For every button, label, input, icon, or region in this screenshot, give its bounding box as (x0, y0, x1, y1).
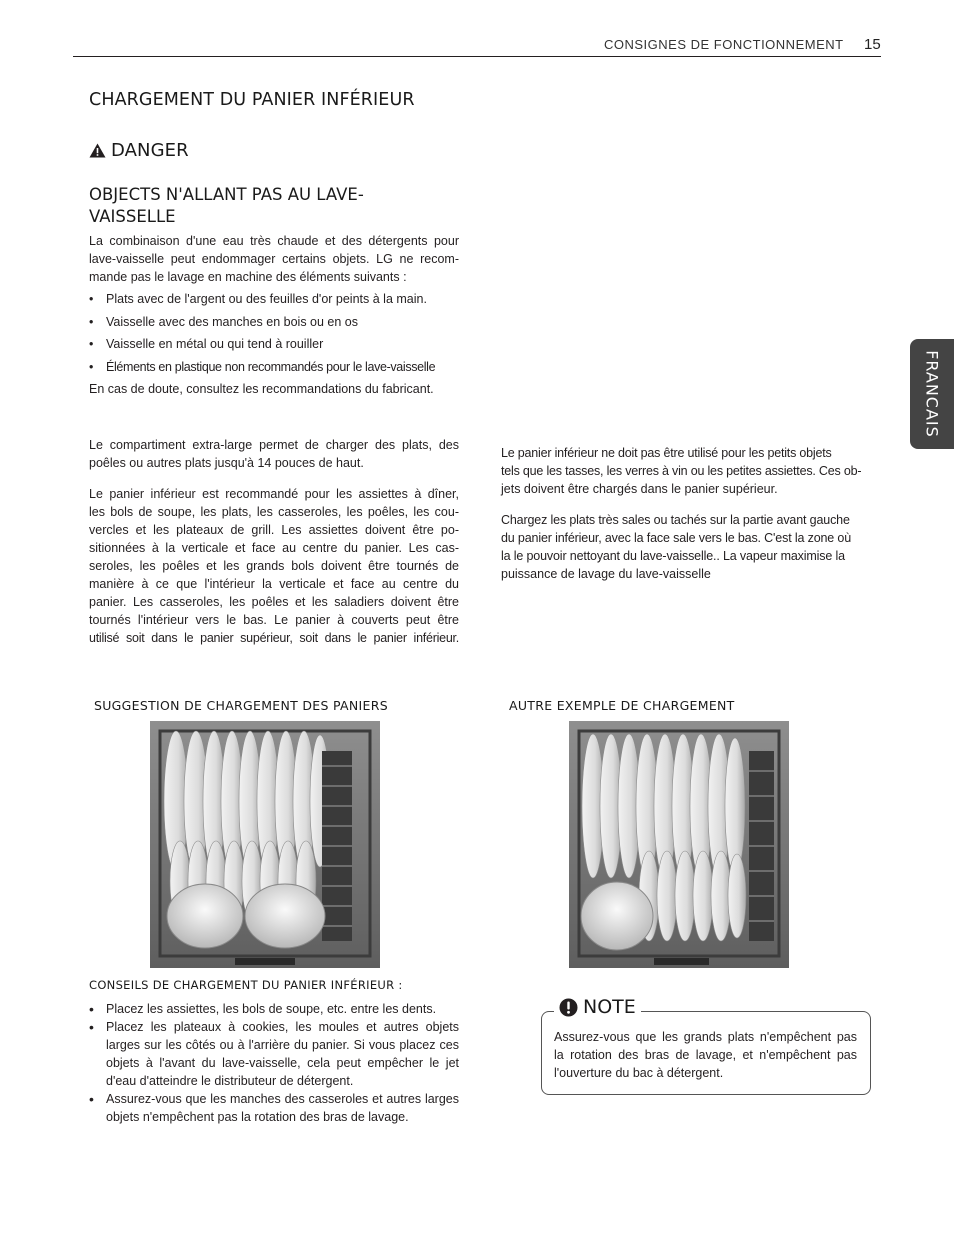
list-item: • Éléments en plastique non recommandés pour le lave-vaisselle (89, 359, 436, 374)
text-line: seroles, les poêles et les grands bols doivent être tournés de (89, 559, 459, 573)
tips-heading: CONSEILS DE CHARGEMENT DU PANIER INFÉRIEUR : (89, 978, 403, 992)
danger-heading (89, 140, 189, 161)
list-item-text: Éléments en plastique non recommandés pour le lave-vaisselle (106, 359, 436, 374)
left-paragraph-2 (89, 485, 459, 647)
text-line: sitionnées à la verticale et face au centre du panier. Les cas- (89, 541, 459, 555)
text-line: jets doivent être chargés dans le panier supérieur. (501, 482, 778, 496)
language-tab (910, 339, 954, 449)
list-item: • Placez les plateaux à cookies, les moules et autres objets larges sur les côtés ou à l'arrière du panier. Si vous placez ces objets à l'avant du lave-vaisselle, cela peut empêcher le jet d'eau d'atteindre le distributeur de détergent. (89, 1018, 459, 1090)
list-item: • Assurez-vous que les manches des casseroles et autres larges objets n'empêchent pas la rotation des bras de lavage. (89, 1090, 459, 1126)
text-line: vercles et les plateaux de grill. Les assiettes doivent être po- (89, 523, 459, 537)
right-paragraph-2 (501, 511, 871, 583)
text-line: lave-vaisselle peut endommager certains objets. LG ne recom- (89, 252, 459, 266)
figure-2-caption: AUTRE EXEMPLE DE CHARGEMENT (509, 698, 735, 713)
header-rule (73, 56, 881, 57)
list-item: • Vaisselle avec des manches en bois ou en os (89, 314, 359, 329)
danger-outro: En cas de doute, consultez les recommandations du fabricant. (89, 382, 434, 396)
note-text (554, 1028, 857, 1082)
figure-1-caption: SUGGESTION DE CHARGEMENT DES PANIERS (94, 698, 388, 713)
text-line: panier. Les casseroles, les poêles et les saladiers doivent être (89, 595, 459, 609)
list-item: • Placez les assiettes, les bols de soupe, etc. entre les dents. (89, 1000, 459, 1018)
running-header: CONSIGNES DE FONCTIONNEMENT (604, 37, 844, 52)
text-line: La combinaison d'une eau très chaude et des détergents pour (89, 234, 459, 248)
text-line: l'ouverture du bac à détergent. (554, 1066, 724, 1080)
danger-list (89, 290, 464, 380)
language-tab-label: FRANCAIS (922, 350, 942, 438)
left-paragraph-1 (89, 436, 459, 472)
section-title: CHARGEMENT DU PANIER INFÉRIEUR (89, 90, 415, 110)
note-heading (554, 996, 641, 1018)
text-line: la rotation des bras de lavage, et n'empêchent pas (554, 1048, 857, 1062)
text-line: Le panier inférieur ne doit pas être utilisé pour les petits objets (501, 446, 832, 460)
danger-intro (89, 232, 459, 286)
text-line: tournés l'intérieur vers le bas. Le panier à couverts peut être (89, 613, 459, 627)
right-paragraph-1 (501, 444, 871, 498)
danger-subheading-line: OBJECTS N'ALLANT PAS AU LAVE- (89, 185, 364, 204)
warning-triangle-icon (89, 143, 106, 158)
tips-list (89, 1000, 459, 1126)
text-line: utilisé soit dans le panier supérieur, soit dans le panier inférieur. (89, 631, 459, 645)
alternate-loading-photo (569, 721, 789, 968)
text-line: poêles ou autres plats jusqu'à 14 pouces de haut. (89, 456, 364, 470)
text-line: mande pas le lavage en machine des éléments suivants : (89, 270, 407, 284)
text-line: puissance de lavage du lave-vaisselle (501, 567, 711, 581)
page-number: 15 (864, 36, 881, 53)
note-title: NOTE (583, 996, 636, 1018)
exclamation-circle-icon (559, 998, 578, 1017)
list-item: • Plats avec de l'argent ou des feuilles d'or peints à la main. (89, 292, 427, 306)
text-line: manière à ce que l'intérieur la verticale et face au centre du (89, 577, 459, 591)
list-item-text: Vaisselle en métal ou qui tend à rouiller (106, 337, 324, 351)
text-line: tels que les tasses, les verres à vin ou les petites assiettes. Ces ob- (501, 464, 862, 478)
danger-subheading-line: VAISSELLE (89, 207, 176, 226)
text-line: Assurez-vous que les grands plats n'empêchent pas (554, 1030, 857, 1044)
text-line: Le compartiment extra-large permet de charger des plats, des (89, 438, 459, 452)
text-line: la le pouvoir nettoyant du lave-vaisselle.. La vapeur maximise la (501, 549, 845, 563)
lower-rack-loading-photo (150, 721, 380, 968)
text-line: Le panier inférieur est recommandé pour les assiettes à dîner, (89, 487, 459, 501)
text-line: du panier inférieur, avec la face sale vers le bas. C'est la zone où (501, 531, 852, 545)
danger-subheading (89, 184, 469, 228)
danger-label: DANGER (111, 140, 189, 161)
text-line: les bols de soupe, les plats, les casseroles, les poêles, les cou- (89, 505, 459, 519)
text-line: Chargez les plats très sales ou tachés sur la partie avant gauche (501, 513, 850, 527)
list-item: • Vaisselle en métal ou qui tend à rouiller (89, 337, 324, 351)
list-item-text: Vaisselle avec des manches en bois ou en os (106, 314, 359, 329)
list-item-text: Plats avec de l'argent ou des feuilles d'or peints à la main. (106, 292, 427, 306)
